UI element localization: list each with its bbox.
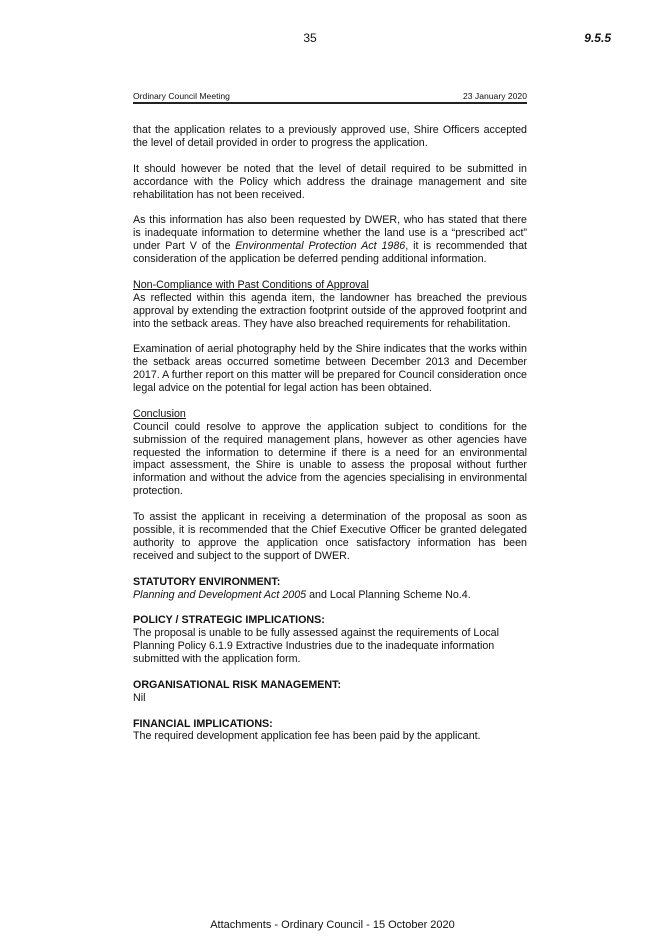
- policy-section: [133, 614, 527, 666]
- agenda-item-number: 9.5.5: [584, 31, 611, 45]
- paragraph-text: As reflected within this agenda item, the landowner has breached the previous approval by extending the extraction footprint outside of the approved footprint and into the setback areas. They have also breached requirements for rehabilitation.: [133, 291, 527, 330]
- paragraph: that the application relates to a previously approved use, Shire Officers accepted the level of detail provided in order to progress the application.: [133, 124, 527, 149]
- noncompliance-heading: Non-Compliance with Past Conditions of Approval: [133, 278, 369, 291]
- document-body: [133, 124, 527, 756]
- paragraph-text: Council could resolve to approve the application subject to conditions for the submission of the required management plans, however as other agencies have requested the information to determine if there is a need for an environmental impact assessment, the Shire is unable to assess the proposal without further information and without the advice from the agencies specialising in environmental protection.: [133, 420, 527, 498]
- paragraph: It should however be noted that the level of detail required to be submitted in accordance with the Policy which address the drainage management and site rehabilitation has not been received.: [133, 162, 527, 201]
- financial-section: [133, 718, 527, 744]
- conclusion-heading: Conclusion: [133, 407, 186, 420]
- section-heading: ORGANISATIONAL RISK MANAGEMENT:: [133, 678, 342, 691]
- section-text: The required development application fee has been paid by the applicant.: [133, 730, 481, 743]
- conclusion-block: [133, 408, 527, 498]
- running-header: [133, 91, 527, 104]
- page-footer: Attachments - Ordinary Council - 15 October 2020: [210, 919, 455, 931]
- section-heading: FINANCIAL IMPLICATIONS:: [133, 717, 273, 730]
- meeting-date: 23 January 2020: [462, 91, 527, 101]
- paragraph: To assist the applicant in receiving a determination of the proposal as soon as possible, it is recommended that the Chief Executive Officer be granted delegated authority to approve the application once satisfactory information has been received and subject to the support of DWER.: [133, 511, 527, 562]
- section-text: The proposal is unable to be fully assessed against the requirements of Local Planning Policy 6.1.9 Extractive Industries due to the inadequate information submitted with the application form.: [133, 627, 499, 666]
- act-title: Environmental Protection Act 1986: [235, 240, 406, 253]
- section-heading: POLICY / STRATEGIC IMPLICATIONS:: [133, 614, 325, 627]
- paragraph-text: , it is recommended that consideration of the application be deferred pending additional information.: [133, 240, 527, 266]
- section-text: [133, 589, 527, 602]
- statutory-section: [133, 576, 527, 602]
- paragraph: Examination of aerial photography held by the Shire indicates that the works within the setback areas occurred sometime between December 2013 and December 2017. A further report on this matter will be prepared for Council consideration once legal advice on the potential for legal action has been obtained.: [133, 343, 527, 395]
- section-text: Nil: [133, 691, 146, 704]
- section-text-tail: and Local Planning Scheme No.4.: [306, 588, 471, 601]
- meeting-name: Ordinary Council Meeting: [133, 91, 230, 101]
- section-heading: STATUTORY ENVIRONMENT:: [133, 575, 281, 588]
- paragraph: [133, 214, 527, 266]
- paragraph-text: As this information has also been requested by DWER, who has stated that there is inadequate information to determine whether the land use is a “prescribed act” under Part V of the: [133, 214, 527, 253]
- page-number: 35: [303, 31, 317, 45]
- noncompliance-block: [133, 279, 527, 331]
- risk-section: [133, 679, 527, 705]
- act-title: Planning and Development Act 2005: [133, 588, 307, 601]
